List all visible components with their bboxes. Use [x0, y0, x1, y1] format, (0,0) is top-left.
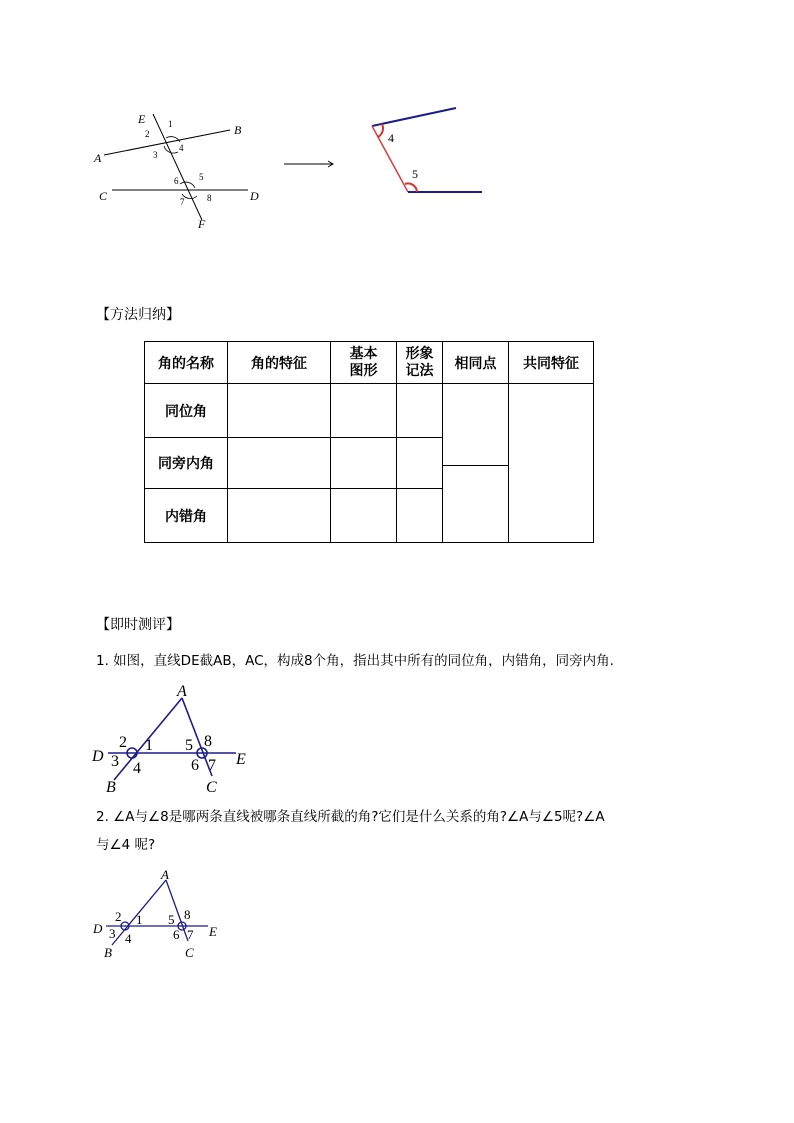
- point-label-a: A: [94, 151, 102, 165]
- question-2-line-2: 与∠4 呢?: [96, 837, 156, 853]
- quiz-heading: 【即时测评】: [96, 617, 180, 633]
- point-label-a: A: [177, 683, 187, 700]
- point-label-b: B: [234, 123, 242, 137]
- question-2-line-1: 2. ∠A与∠8是哪两条直线被哪条直线所截的角?它们是什么关系的角?∠A与∠5呢?∠A: [96, 809, 605, 825]
- angle-label-7: 7: [208, 757, 216, 774]
- angle-label-5: 5: [185, 737, 193, 754]
- header-cell: 角的名称: [145, 342, 228, 384]
- transversal-figure: [90, 108, 270, 236]
- angle-label-4: 4: [125, 931, 132, 946]
- row-label: 同位角: [145, 384, 228, 438]
- angle-label-5: 5: [168, 912, 175, 927]
- point-label-d: D: [92, 748, 104, 765]
- line-ab: [104, 130, 230, 155]
- row-label: 内错角: [145, 489, 228, 543]
- header-cell: 相同点: [443, 342, 509, 384]
- angle-label-1: 1: [145, 737, 153, 754]
- table-cell: [228, 489, 331, 543]
- row-label: 同旁内角: [145, 438, 228, 489]
- table-cell: [331, 384, 397, 438]
- point-label-d: D: [93, 921, 103, 936]
- table-cell: [228, 438, 331, 489]
- question-1: 1. 如图，直线DE截AB，AC，构成8个角，指出其中所有的同位角，内错角，同旁内角.: [96, 653, 614, 669]
- table-cell: [397, 489, 443, 543]
- common-feature-cell: [509, 384, 594, 543]
- angle-label-1: 1: [168, 119, 173, 129]
- header-cell: 形象 记法: [397, 342, 443, 384]
- angle-shape-figure: [364, 102, 494, 202]
- table-row: [145, 384, 594, 438]
- angle-arc: [180, 182, 195, 188]
- table-cell: [228, 384, 331, 438]
- angle-label-5: 5: [412, 167, 418, 181]
- angle-label-4: 4: [388, 131, 394, 145]
- angle-label-1: 1: [136, 912, 143, 927]
- angle-label-7: 7: [180, 197, 185, 207]
- angle-label-7: 7: [187, 927, 194, 942]
- angle-label-2: 2: [115, 909, 122, 924]
- angle-label-8: 8: [207, 193, 212, 203]
- point-label-f: F: [198, 217, 206, 231]
- angle-label-5: 5: [199, 172, 204, 182]
- angle-label-3: 3: [111, 753, 119, 770]
- point-label-b: B: [104, 945, 112, 960]
- angle-label-3: 3: [153, 150, 158, 160]
- point-label-d: D: [250, 189, 259, 203]
- angle-label-6: 6: [173, 927, 180, 942]
- same-point-cell: [443, 384, 509, 543]
- method-table: [144, 341, 594, 543]
- point-label-e: E: [138, 112, 146, 126]
- point-label-c: C: [185, 945, 194, 960]
- angle-label-8: 8: [184, 907, 191, 922]
- point-label-e: E: [236, 751, 246, 768]
- angle-label-8: 8: [204, 733, 212, 750]
- upper-ray: [372, 108, 456, 126]
- table-cell: [397, 384, 443, 438]
- angle-label-2: 2: [145, 129, 150, 139]
- table-cell: [397, 438, 443, 489]
- point-label-b: B: [106, 779, 116, 796]
- header-cell: 共同特征: [509, 342, 594, 384]
- angle-label-4: 4: [133, 760, 141, 777]
- table-cell: [331, 438, 397, 489]
- triangle-figure-small: [90, 868, 230, 964]
- line-ef: [153, 114, 202, 220]
- table-header-row: [145, 342, 594, 384]
- angle-label-3: 3: [109, 926, 116, 941]
- point-label-a: A: [161, 868, 169, 882]
- angle-arc-4: [378, 124, 383, 137]
- point-label-c: C: [99, 189, 108, 203]
- table-cell: [331, 489, 397, 543]
- angle-label-6: 6: [191, 757, 199, 774]
- arrow-icon: [284, 158, 336, 170]
- angle-label-4: 4: [179, 143, 184, 153]
- angle-label-6: 6: [174, 176, 179, 186]
- triangle-figure-large: [90, 680, 260, 798]
- angle-label-2: 2: [119, 734, 127, 751]
- point-label-c: C: [206, 779, 217, 796]
- header-cell: 基本 图形: [331, 342, 397, 384]
- point-label-e: E: [209, 924, 217, 939]
- header-cell: 角的特征: [228, 342, 331, 384]
- method-heading: 【方法归纳】: [96, 307, 180, 323]
